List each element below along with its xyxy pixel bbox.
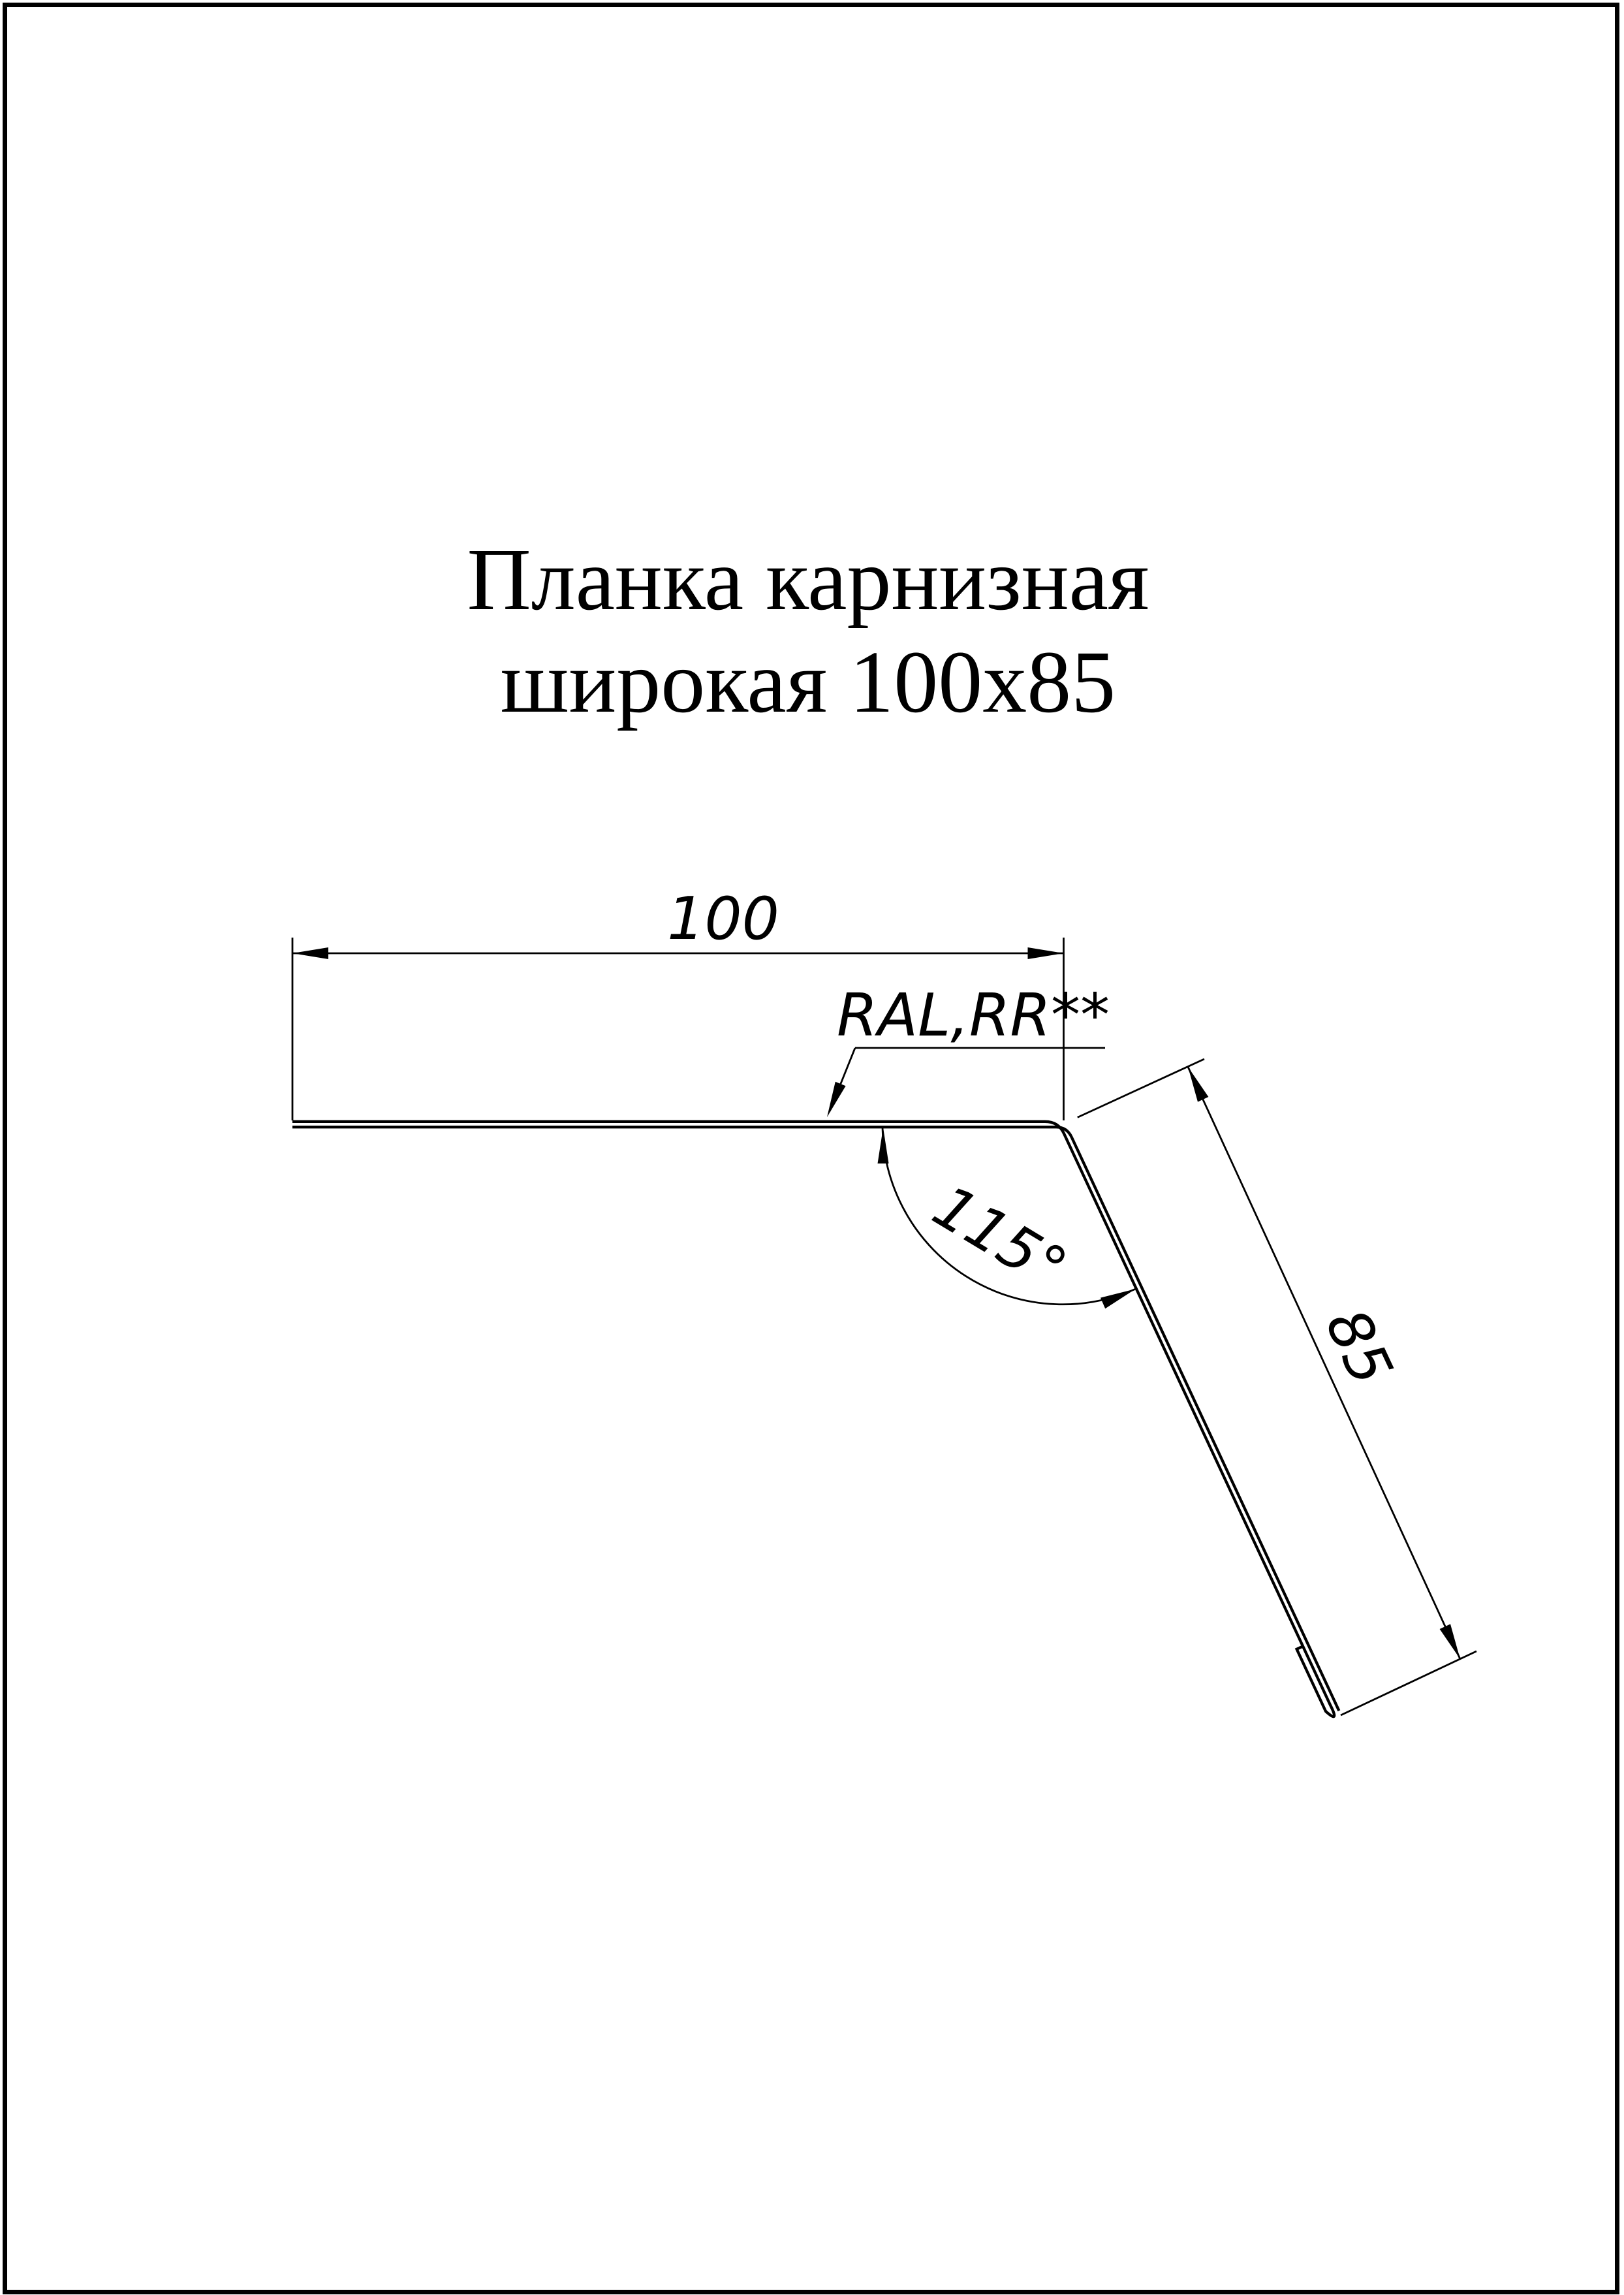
length-dimension [1078, 1059, 1476, 1715]
angle-arrow-slope [1101, 1289, 1136, 1308]
angle-arrow-top [878, 1128, 889, 1163]
length-extension-line-bottom [1341, 1651, 1476, 1715]
length-arrow-bottom [1440, 1624, 1460, 1659]
drawing-title [467, 531, 1149, 731]
title-line-2: широкая 100х85 [500, 633, 1116, 731]
length-dimension-line [1188, 1067, 1460, 1659]
page-border [5, 5, 1617, 2292]
profile-outline [292, 1122, 1339, 1717]
profile-inner-line [292, 1127, 1339, 1711]
length-extension-line-top [1078, 1059, 1204, 1117]
coating-leader-arrow [827, 1082, 846, 1117]
width-arrow-right [1028, 947, 1064, 959]
profile-outer-line [292, 1122, 1334, 1717]
length-dimension-label: 85 [1311, 1299, 1406, 1396]
coating-label: RAL,RR** [837, 981, 1110, 1050]
width-dimension-label: 100 [667, 885, 779, 953]
length-arrow-top [1188, 1067, 1208, 1102]
title-line-1: Планка карнизная [467, 531, 1149, 629]
coating-callout [827, 981, 1110, 1117]
angle-dimension-label: 115° [921, 1172, 1078, 1304]
angle-dimension [878, 1128, 1136, 1308]
width-arrow-left [292, 947, 328, 959]
